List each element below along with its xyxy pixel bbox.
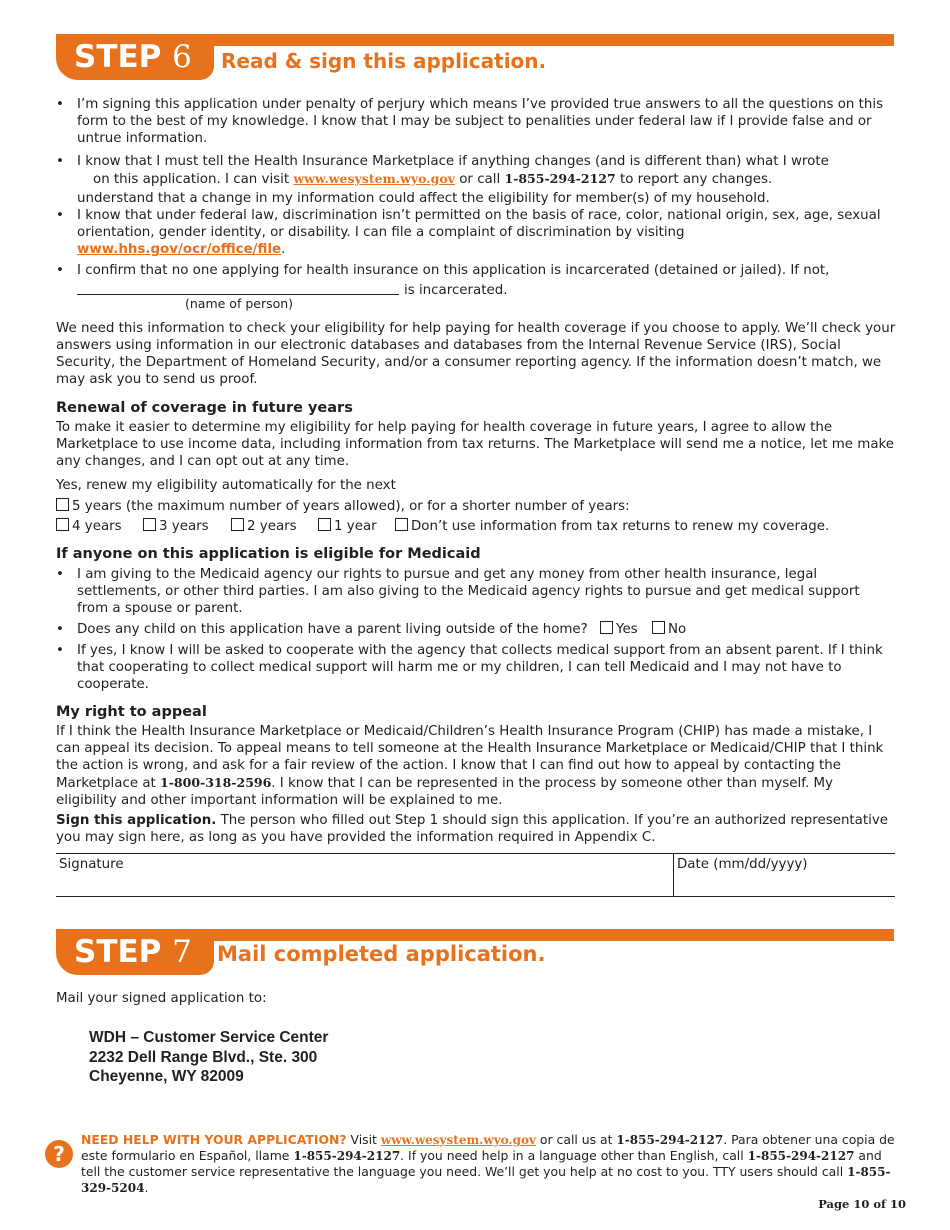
bullet-changes-line1: I know that I must tell the Health Insurance Marketplace if anything changes (and is different than) what I wrote <box>77 154 829 169</box>
address-line-1: WDH – Customer Service Center <box>89 1029 329 1046</box>
renew-2-label: 2 years <box>247 519 297 534</box>
parent-no-label: No <box>667 622 687 637</box>
signature-bottom-rule <box>56 896 895 897</box>
bullet-changes-or-call: or call <box>459 172 501 187</box>
renew-3-years-option[interactable] <box>143 518 209 535</box>
changes-phone: 1-855-294-2127 <box>504 171 616 186</box>
sign-paragraph <box>56 812 896 846</box>
renew-1-label: 1 year <box>334 519 377 534</box>
medicaid-rights-text: I am giving to the Medicaid agency our rights to pursue and get any money from other health insurance, legal settlements, or other third parties. I am also giving to the Medicaid agency rights to pursue and get medical support from a spouse or parent. <box>77 567 860 616</box>
step6-title: Read & sign this application. <box>221 49 547 73</box>
bullet-perjury: • I’m signing this application under penalty of perjury which means I’ve provided true answers to all the questions on this form to the best of my knowledge. I know that I may be subject to penalities under federal law if I provide false and or untrue information. <box>56 96 894 147</box>
bullet-medicaid-rights: • I am giving to the Medicaid agency our rights to pursue and get any money from other health insurance, legal settlements, or other third parties. I am also giving to the Medicaid agency rights to pursue and get medical support from a spouse or parent. <box>56 566 894 617</box>
appeal-heading: My right to appeal <box>56 704 207 720</box>
checkbox-icon[interactable] <box>56 518 69 531</box>
appeal-phone: 1-800-318-2596 <box>160 775 272 790</box>
name-of-person-caption: (name of person) <box>185 296 294 311</box>
medicaid-heading: If anyone on this application is eligible for Medicaid <box>56 546 481 562</box>
parent-question-text: Does any child on this application have a parent living outside of the home? <box>77 622 588 637</box>
renew-3-label: 3 years <box>159 519 209 534</box>
address-line-2: 2232 Dell Range Blvd., Ste. 300 <box>89 1049 318 1066</box>
help-icon-glyph: ? <box>53 1142 65 1166</box>
help-end: . <box>144 1180 149 1195</box>
help-spanish-a: . Para obtener una copia de este formulario en Español, llame <box>81 1132 895 1163</box>
bullet-perjury-text: I’m signing this application under penalty of perjury which means I’ve provided true answers to all the questions on this form to the best of my knowledge. I know that I may be subject to penalities under federal law if I provide false and or untrue information. <box>77 97 884 146</box>
checkbox-icon[interactable] <box>56 498 69 511</box>
renew-5-label: 5 years (the maximum number of years allowed), or for a shorter number of years: <box>72 499 630 514</box>
help-website-link[interactable]: www.wesystem.wyo.gov <box>380 1133 536 1147</box>
step6-number: 6 <box>172 39 192 75</box>
renew-none-option[interactable] <box>395 518 829 535</box>
checkbox-icon[interactable] <box>231 518 244 531</box>
help-paragraph <box>81 1132 899 1196</box>
help-phone: 1-855-294-2127 <box>616 1133 724 1147</box>
step6-label: STEP <box>74 39 162 75</box>
step7-label: STEP <box>74 934 162 970</box>
step7-tab <box>56 929 214 975</box>
step7-number: 7 <box>172 934 192 970</box>
help-lead: NEED HELP WITH YOUR APPLICATION? <box>81 1132 347 1147</box>
bullet-changes-line3: understand that a change in my information could affect the eligibility for member(s) of my household. <box>77 191 770 206</box>
help-tty: 1-855-329-5204 <box>81 1165 891 1195</box>
help-phone-spanish: 1-855-294-2127 <box>293 1149 401 1163</box>
bullet-changes-report: to report any changes. <box>619 172 773 187</box>
signature-label: Signature <box>59 857 124 872</box>
cooperate-text: If yes, I know I will be asked to cooperate with the agency that collects medical support from an absent parent. If I think that cooperating to collect medical support will harm me or my children, I can tell Medicaid and I may not have to cooperate. <box>77 643 883 692</box>
page-number: Page 10 of 10 <box>818 1197 906 1211</box>
checkbox-icon[interactable] <box>143 518 156 531</box>
renew-2-years-option[interactable] <box>231 518 297 535</box>
appeal-text-b: . I know that I can be represented in the process by someone other than myself. My eligibility and other important information will be explained to me. <box>56 776 833 808</box>
verification-paragraph: We need this information to check your eligibility for help paying for health coverage if you choose to apply. We’ll check your answers using information in our electronic databases and databases from the Internal Revenue Service (IRS), Social Security, the Department of Homeland Security, and/or a consumer reporting agency. If the information doesn’t match, we may ask you to send us proof. <box>56 321 896 387</box>
bullet-discrimination-text: I know that under federal law, discrimination isn’t permitted on the basis of race, color, national origin, sex, age, sexual orientation, gender identity, or disability. I can file a complaint of discrimination by visiting <box>77 208 881 240</box>
renew-5-years-option[interactable] <box>56 498 630 515</box>
bullet-incarcerated-text: I confirm that no one applying for health insurance on this application is incarcerated (detained or jailed). If not, <box>77 263 830 278</box>
parent-yes-label: Yes <box>616 622 638 637</box>
sign-lead: Sign this application. <box>56 813 217 828</box>
help-visit: Visit <box>350 1132 377 1147</box>
bullet-parent-question: • Does any child on this application have a parent living outside of the home? Yes No <box>56 622 687 637</box>
bullet-changes-line2: on this application. I can visit <box>93 172 290 187</box>
checkbox-icon[interactable] <box>318 518 331 531</box>
wesystem-link[interactable]: www.wesystem.wyo.gov <box>293 171 455 186</box>
help-call-us: or call us at <box>539 1132 613 1147</box>
date-label: Date (mm/dd/yyyy) <box>677 857 808 872</box>
renew-4-years-option[interactable] <box>56 518 122 535</box>
step6-tab <box>56 34 214 80</box>
renew-1-year-option[interactable] <box>318 518 377 535</box>
renew-4-label: 4 years <box>72 519 122 534</box>
help-spanish-b: . If you need help in a language other than English, call <box>400 1148 744 1163</box>
bullet-cooperate: • If yes, I know I will be asked to cooperate with the agency that collects medical support from an absent parent. If I think that cooperating to collect medical support will harm me or my children, I can tell Medicaid and I may not have to cooperate. <box>56 642 894 693</box>
appeal-paragraph <box>56 723 896 809</box>
bullet-incarcerated: • I confirm that no one applying for health insurance on this application is incarcerated (detained or jailed). If not, <box>56 262 894 279</box>
renewal-yes-line: Yes, renew my eligibility automatically for the next <box>56 478 396 493</box>
renewal-heading: Renewal of coverage in future years <box>56 400 353 416</box>
help-phone-2: 1-855-294-2127 <box>747 1149 855 1163</box>
help-tell: and tell the customer service representative the language you need. We’ll get you help at no cost to you. TTY users should call <box>81 1148 882 1179</box>
renewal-text: To make it easier to determine my eligibility for help paying for health coverage in future years, I agree to allow the Marketplace to use income data, including information from tax returns. The Marketplace will send me a notice, let me make any changes, and I can opt out at any time. <box>56 420 895 469</box>
incarcerated-suffix: is incarcerated. <box>404 283 508 298</box>
help-question-icon <box>45 1140 73 1168</box>
hhs-complaint-link[interactable]: www.hhs.gov/ocr/office/file <box>77 242 282 257</box>
bullet-discrimination: • I know that under federal law, discrimination isn’t permitted on the basis of race, color, national origin, sex, age, sexual orientation, gender identity, or disability. I can file a complaint of discrimination by visiting www.hhs.gov/ocr/office/file. <box>56 208 881 257</box>
step7-title: Mail completed application. <box>217 942 546 966</box>
checkbox-icon[interactable] <box>395 518 408 531</box>
renew-none-label: Don’t use information from tax returns to renew my coverage. <box>411 519 830 534</box>
parent-no-checkbox[interactable] <box>652 621 665 634</box>
address-line-3: Cheyenne, WY 82009 <box>89 1068 244 1085</box>
mail-intro: Mail your signed application to: <box>56 991 267 1006</box>
bullet-changes: • I know that I must tell the Health Insurance Marketplace if anything changes (and is different than) what I wrote on this application. I can visit www.wesystem.wyo.gov or call 1-855-294-2127 to report any changes. understand that a change in my information could affect the eligibility for member(s) of my household. <box>56 153 894 207</box>
appeal-text-a: If I think the Health Insurance Marketplace or Medicaid/Children’s Health Insurance Program (CHIP) has made a mistake, I can appeal its decision. To appeal means to tell someone at the Health Insurance Marketplace or Medicaid/CHIP that I think the action is wrong, and ask for a fair review of the action. I know that I can find out how to appeal by contacting the Marketplace at <box>56 724 884 791</box>
sign-text: The person who filled out Step 1 should sign this application. If you’re an authorized representative you may sign here, as long as you have provided the information required in Appendix C. <box>56 813 889 845</box>
signature-field[interactable] <box>56 854 672 895</box>
parent-yes-checkbox[interactable] <box>600 621 613 634</box>
